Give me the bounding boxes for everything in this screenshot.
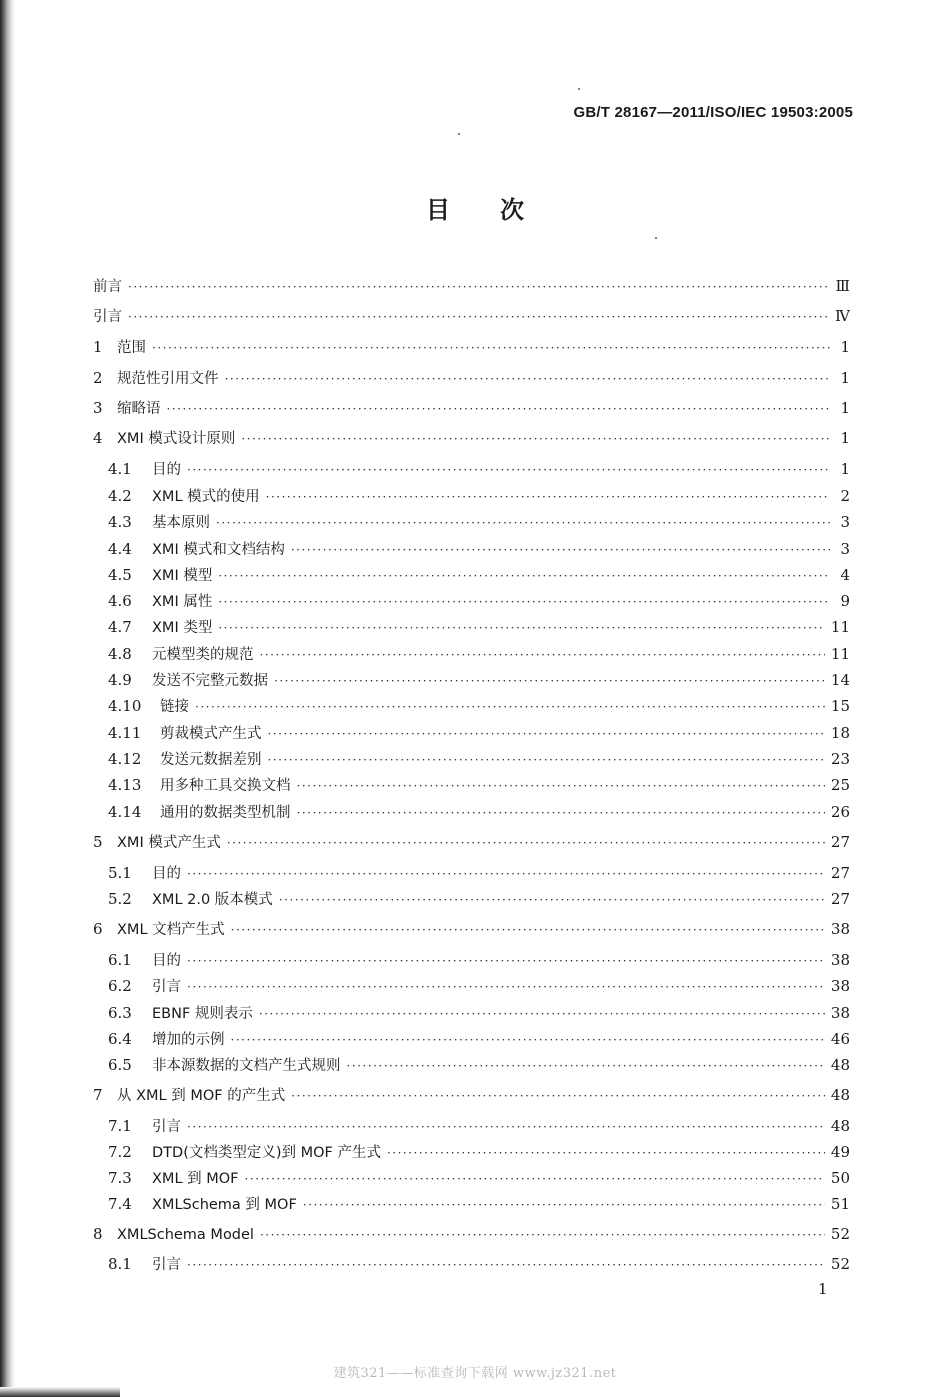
toc-entry (108, 802, 850, 822)
toc-entry-number: 4.4 (108, 540, 132, 558)
toc-entry (108, 512, 850, 532)
toc-leader-dots (274, 671, 825, 691)
toc-entry-page: 38 (830, 951, 850, 969)
toc-entry (108, 950, 850, 970)
toc-entry-page: 27 (830, 890, 850, 908)
toc-entry-page: 11 (830, 645, 850, 663)
toc-leader-dots (266, 487, 830, 507)
toc-leader-dots (187, 951, 825, 971)
toc-leader-dots (218, 618, 825, 638)
toc-entry (108, 976, 850, 996)
toc-entry-title: XMLSchema 到 MOF (152, 1197, 297, 1213)
toc-entry-title: XML 到 MOF (152, 1171, 239, 1187)
toc-entry (93, 398, 850, 418)
toc-entry-number: 6 (93, 920, 103, 938)
toc-leader-dots (291, 540, 830, 560)
toc-entry-number: 6.2 (108, 977, 132, 995)
toc-entry-title: 引言 (152, 1119, 181, 1135)
toc-leader-dots (260, 1225, 825, 1245)
toc-entry-page: 26 (830, 803, 850, 821)
toc-leader-dots (259, 1004, 825, 1024)
toc-entry-page: Ⅲ (835, 277, 850, 295)
toc-leader-dots (260, 645, 825, 665)
page-title: 目次 (426, 196, 574, 224)
toc-entry (108, 459, 850, 479)
standard-number: GB/T 28167—2011/ISO/IEC 19503:2005 (573, 104, 853, 121)
toc-entry (108, 723, 850, 743)
toc-entry-page: 38 (830, 1004, 850, 1022)
toc-leader-dots (231, 1030, 825, 1050)
toc-leader-dots (268, 724, 825, 744)
toc-entry-number: 4.5 (108, 566, 132, 584)
toc-entry-number: 5 (93, 833, 103, 851)
toc-entry-number: 6.3 (108, 1004, 132, 1022)
toc-entry (108, 1194, 850, 1214)
toc-entry-page: 50 (830, 1169, 850, 1187)
toc-entry-title: 引言 (152, 1257, 181, 1273)
toc-entry-title: 发送元数据差别 (160, 752, 262, 768)
toc-entry-title: XMI 类型 (152, 620, 213, 636)
toc-entry-number: 1 (93, 338, 103, 356)
toc-entry-title: 目的 (152, 953, 181, 969)
toc-entry-page: 23 (830, 750, 850, 768)
toc-entry-number: 7.1 (108, 1117, 132, 1135)
toc-entry-title: 剪裁模式产生式 (160, 726, 262, 742)
toc-leader-dots (187, 460, 830, 480)
toc-entry-page: 27 (830, 833, 850, 851)
toc-entry-page: 27 (830, 864, 850, 882)
toc-entry-title: 从 XML 到 MOF 的产生式 (117, 1088, 286, 1104)
toc-entry-title: XMI 模型 (152, 568, 213, 584)
toc-leader-dots (187, 1255, 825, 1275)
toc-entry (93, 1224, 850, 1244)
toc-entry (108, 1142, 850, 1162)
toc-entry-title: 链接 (160, 699, 189, 715)
toc-entry-page: 1 (840, 338, 850, 356)
toc-entry (108, 486, 850, 506)
toc-entry-number: 4.3 (108, 513, 132, 531)
toc-entry (108, 670, 850, 690)
toc-entry-number: 4.9 (108, 671, 132, 689)
toc-entry (108, 1055, 850, 1075)
toc-entry (108, 1168, 850, 1188)
toc-leader-dots (279, 890, 825, 910)
toc-entry-title: DTD(文档类型定义)到 MOF 产生式 (152, 1145, 381, 1161)
toc-entry (93, 276, 850, 296)
toc-leader-dots (347, 1056, 825, 1076)
toc-entry-title: XML 文档产生式 (117, 922, 225, 938)
toc-entry-title: 基本原则 (152, 515, 210, 531)
toc-entry (108, 1029, 850, 1049)
toc-leader-dots (152, 338, 830, 358)
toc-entry-number: 7 (93, 1086, 103, 1104)
toc-entry-page: 1 (840, 399, 850, 417)
toc-entry-number: 4.1 (108, 460, 132, 478)
toc-entry-page: 14 (830, 671, 850, 689)
toc-leader-dots (245, 1169, 825, 1189)
toc-entry-number: 4.14 (108, 803, 142, 821)
toc-entry-page: 3 (840, 540, 850, 558)
toc-entry-number: 6.5 (108, 1056, 132, 1074)
toc-entry-page: 3 (840, 513, 850, 531)
toc-entry (108, 775, 850, 795)
toc-entry-page: 48 (830, 1056, 850, 1074)
toc-entry-number: 4.11 (108, 724, 142, 742)
toc-leader-dots (128, 307, 829, 327)
watermark: 建筑321——标准查询下载网 www.jz321.net (333, 1366, 617, 1381)
toc-entry-page: 38 (830, 977, 850, 995)
toc-entry-number: 6.1 (108, 951, 132, 969)
toc-leader-dots (291, 1086, 825, 1106)
toc-entry-title: XMI 模式产生式 (117, 835, 221, 851)
toc-entry-number: 4.7 (108, 618, 132, 636)
toc-entry-number: 3 (93, 399, 103, 417)
toc-entry-title: 目的 (152, 462, 181, 478)
toc-leader-dots (241, 429, 830, 449)
toc-entry-number: 6.4 (108, 1030, 132, 1048)
toc-entry (108, 1116, 850, 1136)
toc-entry-title: 元模型类的规范 (152, 647, 254, 663)
toc-entry (108, 863, 850, 883)
toc-entry-title: EBNF 规则表示 (152, 1006, 253, 1022)
toc-entry-number: 7.2 (108, 1143, 132, 1161)
toc-leader-dots (195, 697, 825, 717)
toc-entry-title: XMI 模式设计原则 (117, 431, 236, 447)
toc-entry-page: 15 (830, 697, 850, 715)
toc-entry-title: 引言 (93, 309, 122, 325)
toc-entry-page: 48 (830, 1086, 850, 1104)
toc-leader-dots (218, 566, 830, 586)
toc-entry-title: 非本源数据的文档产生式规则 (152, 1058, 341, 1074)
toc-entry-title: 通用的数据类型机制 (160, 805, 291, 821)
toc-entry-number: 4.12 (108, 750, 142, 768)
toc-leader-dots (216, 513, 830, 533)
toc-entry (108, 1254, 850, 1274)
toc-entry-page: 48 (830, 1117, 850, 1135)
toc-entry (108, 644, 850, 664)
toc-entry (108, 749, 850, 769)
toc-entry-title: 发送不完整元数据 (152, 673, 268, 689)
toc-entry-title: 前言 (93, 279, 122, 295)
toc-entry-title: XML 模式的使用 (152, 489, 260, 505)
toc-leader-dots (218, 592, 830, 612)
toc-entry-page: Ⅳ (835, 307, 850, 325)
toc-entry-page: 9 (840, 592, 850, 610)
toc-entry-page: 4 (840, 566, 850, 584)
toc-entry-number: 2 (93, 369, 103, 387)
toc-entry-page: 1 (840, 369, 850, 387)
toc-entry-title: 规范性引用文件 (117, 371, 219, 387)
toc-entry-title: 目的 (152, 866, 181, 882)
toc-entry-page: 2 (840, 487, 850, 505)
toc-entry-number: 4.10 (108, 697, 142, 715)
toc-entry (108, 565, 850, 585)
toc-entry (108, 889, 850, 909)
toc-leader-dots (227, 833, 825, 853)
toc-entry (108, 617, 850, 637)
toc-entry (108, 1003, 850, 1023)
toc-entry-page: 52 (830, 1255, 850, 1273)
toc-entry-page: 51 (830, 1195, 850, 1213)
toc-leader-dots (268, 750, 825, 770)
toc-leader-dots (187, 1117, 825, 1137)
toc-leader-dots (128, 277, 830, 297)
toc-entry-number: 8 (93, 1225, 103, 1243)
toc-entry-number: 4.8 (108, 645, 132, 663)
toc-entry (93, 368, 850, 388)
toc-entry-page: 46 (830, 1030, 850, 1048)
toc-entry (93, 1085, 850, 1105)
toc-entry-title: XMLSchema Model (117, 1227, 254, 1243)
toc-entry-page: 38 (830, 920, 850, 938)
toc-entry-page: 25 (830, 776, 850, 794)
toc-entry-title: 范围 (117, 340, 146, 356)
toc-entry (93, 428, 850, 448)
toc-entry-number: 7.4 (108, 1195, 132, 1213)
toc-entry-title: 增加的示例 (152, 1032, 225, 1048)
toc-leader-dots (303, 1195, 825, 1215)
toc-entry (93, 337, 850, 357)
toc-entry-number: 7.3 (108, 1169, 132, 1187)
toc-entry-title: XMI 模式和文档结构 (152, 542, 285, 558)
toc-entry-number: 4.13 (108, 776, 142, 794)
toc-entry-number: 5.1 (108, 864, 132, 882)
toc-entry-page: 49 (830, 1143, 850, 1161)
toc-entry-title: 引言 (152, 979, 181, 995)
toc-entry-number: 4.2 (108, 487, 132, 505)
toc-entry (93, 919, 850, 939)
toc-entry-title: XMI 属性 (152, 594, 213, 610)
toc-leader-dots (231, 920, 825, 940)
toc-entry-title: XML 2.0 版本模式 (152, 892, 273, 908)
toc-entry-number: 8.1 (108, 1255, 132, 1273)
toc-leader-dots (225, 369, 831, 389)
toc-leader-dots (187, 977, 825, 997)
toc-entry-number: 5.2 (108, 890, 132, 908)
toc-leader-dots (167, 399, 831, 419)
toc-leader-dots (387, 1143, 825, 1163)
toc-entry-page: 11 (830, 618, 850, 636)
toc-entry-number: 4 (93, 429, 103, 447)
toc-entry-page: 18 (830, 724, 850, 742)
toc-entry (108, 539, 850, 559)
toc-entry-page: 1 (840, 460, 850, 478)
toc-entry-title: 缩略语 (117, 401, 161, 417)
toc-entry-number: 4.6 (108, 592, 132, 610)
toc-entry-page: 52 (830, 1225, 850, 1243)
toc-entry (108, 591, 850, 611)
toc-entry-title: 用多种工具交换文档 (160, 778, 291, 794)
toc-leader-dots (187, 864, 825, 884)
page-number: 1 (818, 1280, 828, 1298)
toc-entry (108, 696, 850, 716)
toc-entry (93, 832, 850, 852)
toc-leader-dots (297, 803, 825, 823)
toc-entry (93, 306, 850, 326)
toc-leader-dots (297, 776, 825, 796)
toc-entry-page: 1 (840, 429, 850, 447)
